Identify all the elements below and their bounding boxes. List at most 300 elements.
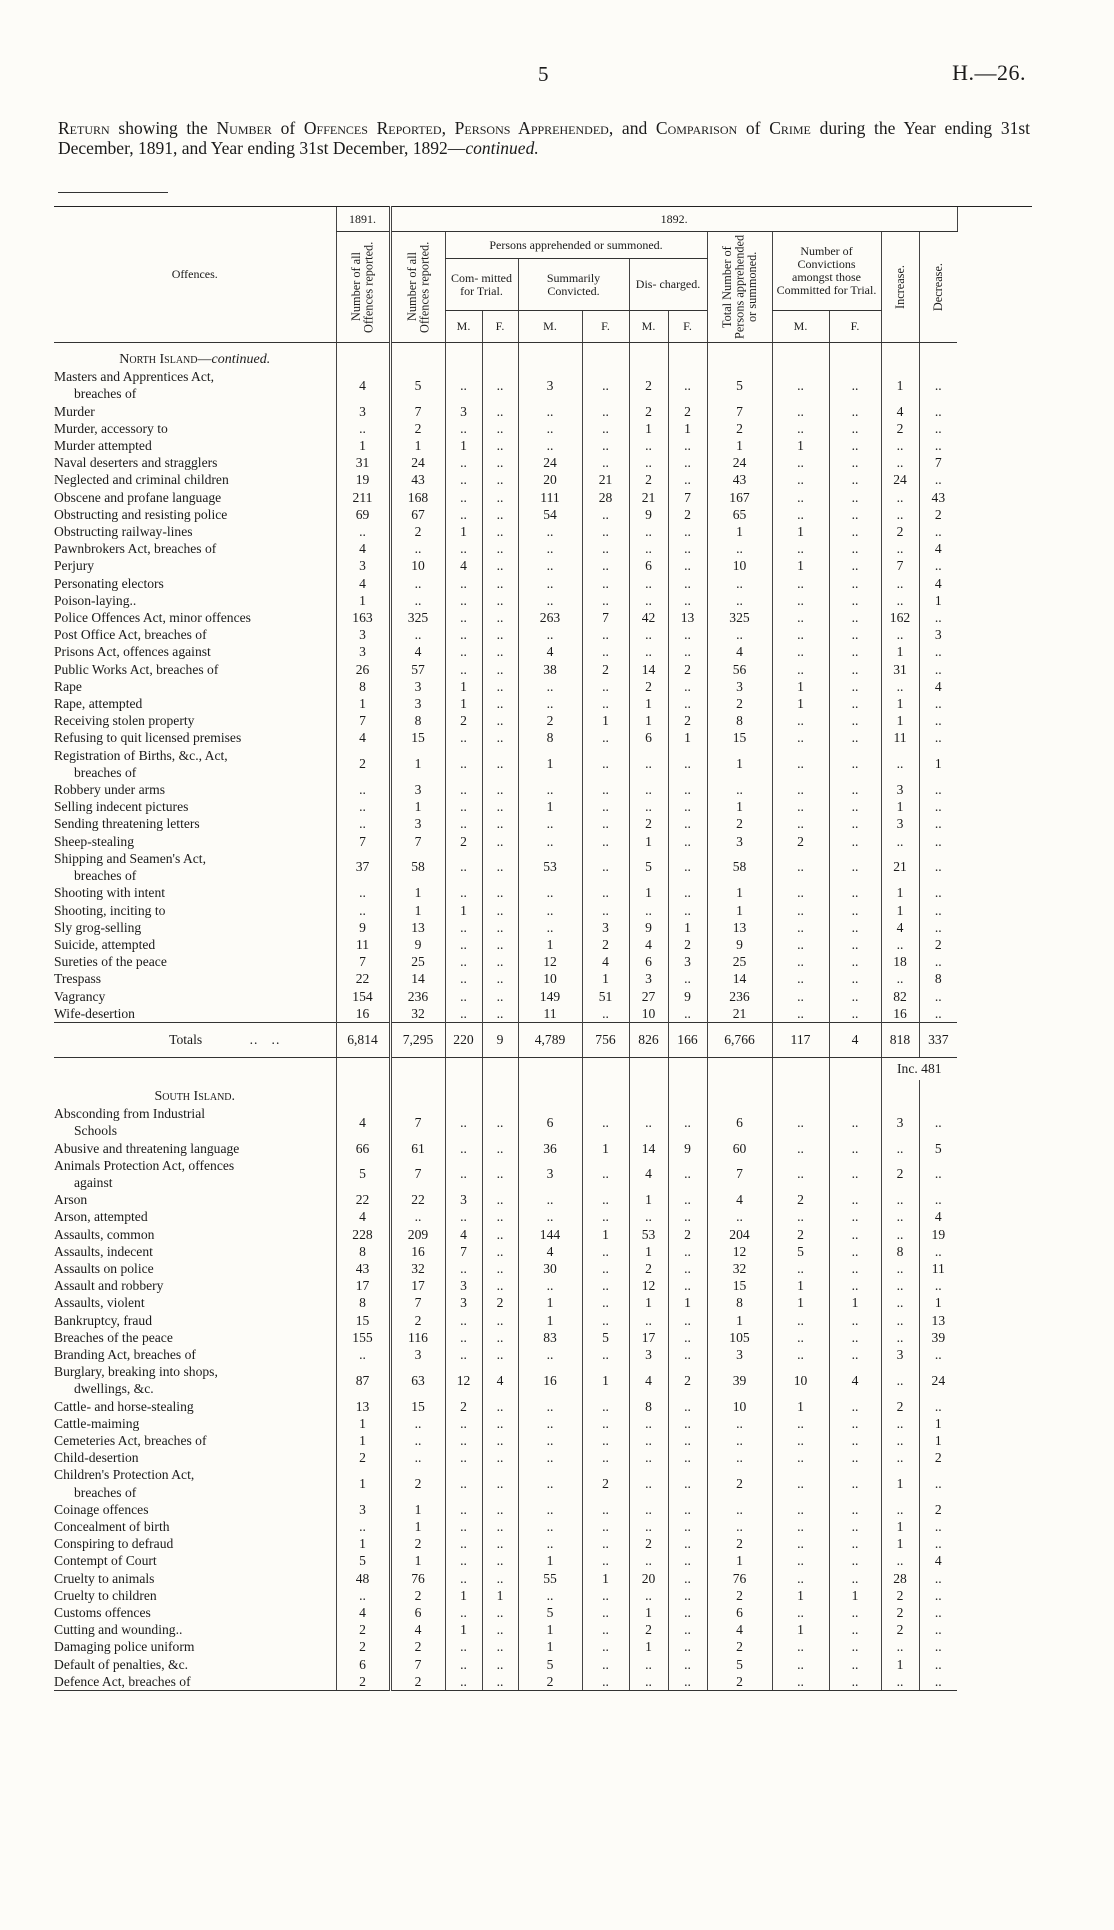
cell-value: 10	[707, 557, 772, 574]
cell-value: 1	[518, 747, 582, 781]
cell-value: ..	[482, 1243, 518, 1260]
cell-value: ..	[518, 1398, 582, 1415]
offence-name: Arson	[54, 1192, 88, 1208]
cell-value: ..	[772, 1518, 829, 1535]
cell-value: ..	[582, 437, 629, 454]
cell-value: ..	[445, 626, 482, 643]
cell-value: ..	[629, 1415, 668, 1432]
cell-value: ..	[482, 1673, 518, 1691]
cell-value: ..	[582, 1312, 629, 1329]
cell-value: 144	[518, 1226, 582, 1243]
cell-value: 19	[919, 1226, 957, 1243]
cell-value: ..	[629, 1518, 668, 1535]
table-row	[54, 1604, 1032, 1621]
cell-value: ..	[881, 1226, 919, 1243]
cell-value: ..	[919, 902, 957, 919]
cell-value: ..	[829, 1191, 881, 1208]
offence-name: Naval deserters and stragglers	[54, 455, 218, 471]
cell-value: 1	[772, 437, 829, 454]
cell-value: ..	[445, 988, 482, 1005]
cell-value: ..	[772, 1005, 829, 1023]
cell-value: ..	[772, 798, 829, 815]
cell-value: 7	[390, 833, 445, 850]
cell-value: 6	[336, 1656, 390, 1673]
cell-value: 1	[881, 368, 919, 402]
cell-value: 25	[390, 953, 445, 970]
cell-value: 8	[336, 1294, 390, 1311]
total-value: 220	[445, 1022, 482, 1057]
cell-value: 2	[336, 747, 390, 781]
cell-value: ..	[829, 988, 881, 1005]
summarily-header: Summarily Convicted.	[518, 259, 629, 311]
south-island-section	[54, 1080, 1032, 1691]
cell-value: 2	[881, 1587, 919, 1604]
cell-value: ..	[482, 403, 518, 420]
page-number: 5	[538, 62, 549, 86]
cell-value: ..	[445, 919, 482, 936]
cell-value: 5	[919, 1140, 957, 1157]
cell-value: ..	[582, 1535, 629, 1552]
cell-value: 1	[707, 1312, 772, 1329]
cell-value: ..	[668, 798, 707, 815]
offence-name: Rape	[54, 678, 82, 694]
cell-value: ..	[445, 489, 482, 506]
cell-value: ..	[772, 575, 829, 592]
cell-value: 7	[919, 454, 957, 471]
cell-value: ..	[582, 1552, 629, 1569]
cell-value: ..	[445, 1346, 482, 1363]
cell-value: 4	[919, 1208, 957, 1225]
cell-value: ..	[829, 557, 881, 574]
cell-value: ..	[919, 661, 957, 678]
cell-value: ..	[518, 626, 582, 643]
cell-value: 1	[390, 1552, 445, 1569]
table-row	[54, 781, 1032, 798]
cell-value: ..	[482, 678, 518, 695]
cell-value: 1	[707, 902, 772, 919]
cell-value: ..	[772, 1346, 829, 1363]
cell-value: 17	[390, 1277, 445, 1294]
cell-value: ..	[482, 936, 518, 953]
cell-value: ..	[518, 815, 582, 832]
cell-value: ..	[629, 540, 668, 557]
cell-value: ..	[919, 1604, 957, 1621]
cell-value: 6	[518, 1105, 582, 1139]
cell-value: 2	[390, 1312, 445, 1329]
table-row	[54, 540, 1032, 557]
cell-value: ..	[772, 1260, 829, 1277]
cell-value: 9	[390, 936, 445, 953]
offence-name: Sureties of the peace	[54, 954, 167, 970]
cell-value: ..	[919, 1398, 957, 1415]
table-row	[54, 403, 1032, 420]
cell-value: ..	[482, 1570, 518, 1587]
cell-value: 1	[772, 1398, 829, 1415]
cell-value: ..	[482, 1535, 518, 1552]
offence-name: Pawnbrokers Act, breaches of	[54, 541, 217, 557]
cell-value: ..	[482, 626, 518, 643]
cell-value: ..	[629, 1656, 668, 1673]
cell-value: 2	[919, 1501, 957, 1518]
cell-value: 1	[881, 902, 919, 919]
cell-value: ..	[668, 575, 707, 592]
cell-value: ..	[881, 489, 919, 506]
offence-name: Defence Act, breaches of	[54, 1673, 336, 1691]
cell-value: 162	[881, 609, 919, 626]
cell-value: ..	[829, 1312, 881, 1329]
cell-value: 24	[390, 454, 445, 471]
cell-value: 7	[668, 489, 707, 506]
cell-value: ..	[919, 1638, 957, 1655]
cell-value: 2	[772, 1191, 829, 1208]
offence-name: Arson, attempted	[54, 1209, 148, 1225]
cell-value: ..	[772, 1432, 829, 1449]
table-row	[54, 1587, 1032, 1604]
table-row	[54, 729, 1032, 746]
cell-value: ..	[881, 1294, 919, 1311]
table-row	[54, 1466, 1032, 1500]
cell-value: 5	[336, 1157, 390, 1191]
cell-value: ..	[668, 747, 707, 781]
cell-value: ..	[772, 1312, 829, 1329]
cell-value: ..	[919, 1587, 957, 1604]
cell-value: 1	[390, 1501, 445, 1518]
cell-value: ..	[629, 437, 668, 454]
cell-value: 10	[390, 557, 445, 574]
cell-value: ..	[668, 626, 707, 643]
cell-value: 1	[707, 437, 772, 454]
cell-value: 14	[629, 661, 668, 678]
cell-value: 2	[582, 1466, 629, 1500]
cell-value: ..	[829, 1673, 881, 1691]
total-value: 337	[919, 1022, 957, 1057]
table-row	[54, 575, 1032, 592]
cell-value: 1	[518, 798, 582, 815]
cell-value: 12	[518, 953, 582, 970]
cell-value: ..	[772, 626, 829, 643]
cell-value: ..	[445, 1673, 482, 1691]
table-row	[54, 1005, 1032, 1023]
table-row	[54, 1570, 1032, 1587]
cell-value: 8	[707, 712, 772, 729]
cell-value: 2	[881, 420, 919, 437]
cell-value: ..	[829, 712, 881, 729]
cell-value: 4	[919, 575, 957, 592]
m-header: M.	[518, 311, 582, 343]
north-island-totals	[54, 1022, 1032, 1080]
offence-name: Bankruptcy, fraud	[54, 1312, 153, 1328]
cell-value: 2	[707, 1466, 772, 1500]
offence-name: Vagrancy	[54, 988, 106, 1004]
table-row	[54, 988, 1032, 1005]
offence-name: Abusive and threatening language	[54, 1140, 240, 1156]
cell-value: ..	[772, 506, 829, 523]
cell-value: 15	[707, 729, 772, 746]
cell-value: ..	[772, 1157, 829, 1191]
cell-value: 2	[707, 420, 772, 437]
table-row	[54, 884, 1032, 901]
year-1892-header: 1892.	[390, 207, 957, 232]
cell-value: ..	[772, 902, 829, 919]
cell-value: ..	[707, 540, 772, 557]
cell-value: ..	[518, 695, 582, 712]
cell-value: 236	[707, 988, 772, 1005]
offence-name: Assault and robbery	[54, 1278, 164, 1294]
cell-value: ..	[582, 1673, 629, 1691]
cell-value: 66	[336, 1140, 390, 1157]
table-row	[54, 1277, 1032, 1294]
cell-value: ..	[829, 661, 881, 678]
cell-value: ..	[518, 540, 582, 557]
cell-value: 16	[336, 1005, 390, 1023]
cell-value: 2	[881, 1621, 919, 1638]
cell-value: ..	[629, 1208, 668, 1225]
offence-name: Cutting and wounding..	[54, 1622, 183, 1638]
cell-value: 58	[390, 850, 445, 884]
cell-value: 3	[629, 970, 668, 987]
cell-value: 116	[390, 1329, 445, 1346]
cell-value: 4	[629, 1157, 668, 1191]
cell-value: ..	[482, 1466, 518, 1500]
cell-value: ..	[582, 506, 629, 523]
cell-value: ..	[829, 592, 881, 609]
cell-value: ..	[668, 1673, 707, 1691]
cell-value: ..	[482, 592, 518, 609]
cell-value: 228	[336, 1226, 390, 1243]
offence-name: Shipping and Seamen's Act, breaches of	[54, 850, 206, 884]
cell-value: 2	[336, 1673, 390, 1691]
cell-value: ..	[668, 1005, 707, 1023]
cell-value: ..	[629, 747, 668, 781]
cell-value: ..	[482, 815, 518, 832]
cell-value: 7	[881, 557, 919, 574]
cell-value: ..	[919, 833, 957, 850]
cell-value: ..	[772, 1415, 829, 1432]
cell-value: 4	[707, 1621, 772, 1638]
cell-value: ..	[881, 1501, 919, 1518]
offence-name: Perjury	[54, 558, 95, 574]
cell-value: ..	[482, 1208, 518, 1225]
cell-value: 2	[390, 420, 445, 437]
table-row	[54, 1226, 1032, 1243]
table-row	[54, 1535, 1032, 1552]
cell-value: 2	[919, 936, 957, 953]
year-1891-header: 1891.	[336, 207, 390, 232]
cell-value: 12	[629, 1277, 668, 1294]
cell-value: ..	[482, 1621, 518, 1638]
cell-value: 3	[582, 919, 629, 936]
cell-value: ..	[482, 661, 518, 678]
cell-value: ..	[582, 1005, 629, 1023]
cell-value: ..	[881, 1329, 919, 1346]
cell-value: 7	[336, 712, 390, 729]
offence-name: Animals Protection Act, offences against	[54, 1157, 235, 1190]
cell-value: 5	[582, 1329, 629, 1346]
cell-value: ..	[919, 1277, 957, 1294]
cell-value: ..	[582, 592, 629, 609]
cell-value: ..	[445, 1501, 482, 1518]
cell-value: 2	[772, 833, 829, 850]
cell-value: 1	[881, 884, 919, 901]
cell-value: 1	[881, 712, 919, 729]
cell-value: 8	[629, 1398, 668, 1415]
table-row	[54, 1105, 1032, 1139]
cell-value: 3	[336, 1501, 390, 1518]
cell-value: ..	[445, 1415, 482, 1432]
cell-value: 16	[881, 1005, 919, 1023]
cell-value: ..	[390, 575, 445, 592]
cell-value: ..	[582, 1260, 629, 1277]
cell-value: 32	[390, 1260, 445, 1277]
cell-value: ..	[829, 1243, 881, 1260]
document-reference: H.—26.	[952, 60, 1026, 85]
cell-value: 13	[668, 609, 707, 626]
cell-value: ..	[482, 712, 518, 729]
table-row	[54, 454, 1032, 471]
cell-value: ..	[445, 1535, 482, 1552]
cell-value: ..	[482, 1656, 518, 1673]
offence-name: Sly grog-selling	[54, 919, 142, 935]
cell-value: ..	[582, 1638, 629, 1655]
cell-value: ..	[518, 420, 582, 437]
cell-value: 1	[445, 902, 482, 919]
cell-value: ..	[772, 454, 829, 471]
cell-value: ..	[518, 884, 582, 901]
cell-value: 1	[629, 1294, 668, 1311]
cell-value: ..	[829, 781, 881, 798]
cell-value: 2	[707, 1587, 772, 1604]
offence-name: Burglary, breaking into shops, dwellings, &c.	[54, 1364, 218, 1397]
cell-value: ..	[707, 1449, 772, 1466]
cell-value: ..	[445, 1656, 482, 1673]
cell-value: ..	[668, 592, 707, 609]
cell-value: 1	[707, 1552, 772, 1569]
cell-value: ..	[829, 643, 881, 660]
offence-name: Obscene and profane language	[54, 489, 222, 505]
cell-value: ..	[668, 1518, 707, 1535]
cell-value: ..	[668, 1570, 707, 1587]
offence-name: Murder	[54, 403, 95, 419]
cell-value: ..	[445, 884, 482, 901]
cell-value: 2	[668, 661, 707, 678]
cell-value: 1	[445, 678, 482, 695]
cell-value: ..	[336, 420, 390, 437]
cell-value: ..	[445, 540, 482, 557]
cell-value: ..	[919, 1466, 957, 1500]
cell-value: ..	[582, 420, 629, 437]
cell-value: 11	[336, 936, 390, 953]
cell-value: ..	[582, 729, 629, 746]
cell-value: ..	[582, 1398, 629, 1415]
cell-value: ..	[829, 902, 881, 919]
cell-value: 1	[445, 695, 482, 712]
cell-value: 1	[518, 1638, 582, 1655]
cell-value: 1	[582, 1363, 629, 1397]
cell-value: ..	[390, 1432, 445, 1449]
cell-value: ..	[482, 988, 518, 1005]
cell-value: 2	[629, 1535, 668, 1552]
cell-value: ..	[582, 1501, 629, 1518]
cell-value: ..	[829, 953, 881, 970]
cell-value: ..	[829, 609, 881, 626]
cell-value: ..	[772, 936, 829, 953]
cell-value: 1	[445, 1587, 482, 1604]
offence-name: Conspiring to defraud	[54, 1536, 174, 1552]
cell-value: 4	[336, 540, 390, 557]
cell-value: ..	[482, 1501, 518, 1518]
f-header: F.	[668, 311, 707, 343]
cell-value: ..	[772, 970, 829, 987]
increase-header: Increase.	[892, 264, 907, 310]
cell-value: ..	[629, 1449, 668, 1466]
cell-value: 2	[707, 1638, 772, 1655]
cell-value: 5	[518, 1656, 582, 1673]
cell-value: ..	[668, 1105, 707, 1139]
totals-label: Totals .. ..	[54, 1022, 336, 1057]
cell-value: 58	[707, 850, 772, 884]
offence-name: Cattle-maiming	[54, 1415, 140, 1431]
cell-value: ..	[445, 1140, 482, 1157]
cell-value: 209	[390, 1226, 445, 1243]
cell-value: 1	[390, 884, 445, 901]
cell-value: 51	[582, 988, 629, 1005]
cell-value: 2	[881, 1157, 919, 1191]
cell-value: 3	[881, 781, 919, 798]
cell-value: ..	[445, 643, 482, 660]
cell-value: ..	[482, 902, 518, 919]
cell-value: ..	[482, 643, 518, 660]
cell-value: 4	[829, 1363, 881, 1397]
cell-value: 3	[336, 626, 390, 643]
cell-value: ..	[829, 815, 881, 832]
cell-value: ..	[668, 1312, 707, 1329]
cell-value: 9	[668, 1140, 707, 1157]
cell-value: ..	[919, 1105, 957, 1139]
cell-value: 2	[629, 678, 668, 695]
cell-value: 24	[707, 454, 772, 471]
cell-value: ..	[829, 1604, 881, 1621]
offence-name: Cruelty to animals	[54, 1570, 155, 1586]
offence-name: Public Works Act, breaches of	[54, 661, 219, 677]
cell-value: 21	[629, 489, 668, 506]
reported-1892-header: Number of all Offences reported.	[404, 241, 431, 333]
cell-value: ..	[881, 506, 919, 523]
cell-value: 1	[668, 420, 707, 437]
cell-value: ..	[881, 1312, 919, 1329]
cell-value: 67	[390, 506, 445, 523]
cell-value: ..	[881, 747, 919, 781]
cell-value: ..	[582, 815, 629, 832]
cell-value: 3	[707, 678, 772, 695]
cell-value: ..	[482, 833, 518, 850]
table-row	[54, 1140, 1032, 1157]
cell-value: 32	[707, 1260, 772, 1277]
cell-value: ..	[668, 471, 707, 488]
cell-value: ..	[707, 781, 772, 798]
cell-value: 24	[919, 1363, 957, 1397]
cell-value: ..	[668, 970, 707, 987]
cell-value: ..	[829, 1105, 881, 1139]
total-value: 4,789	[518, 1022, 582, 1057]
cell-value: 37	[336, 850, 390, 884]
cell-value: ..	[582, 1587, 629, 1604]
cell-value: 36	[518, 1140, 582, 1157]
cell-value: 2	[336, 1449, 390, 1466]
cell-value: 4	[707, 1191, 772, 1208]
cell-value: ..	[582, 798, 629, 815]
cell-value: ..	[582, 1449, 629, 1466]
cell-value: ..	[668, 1346, 707, 1363]
